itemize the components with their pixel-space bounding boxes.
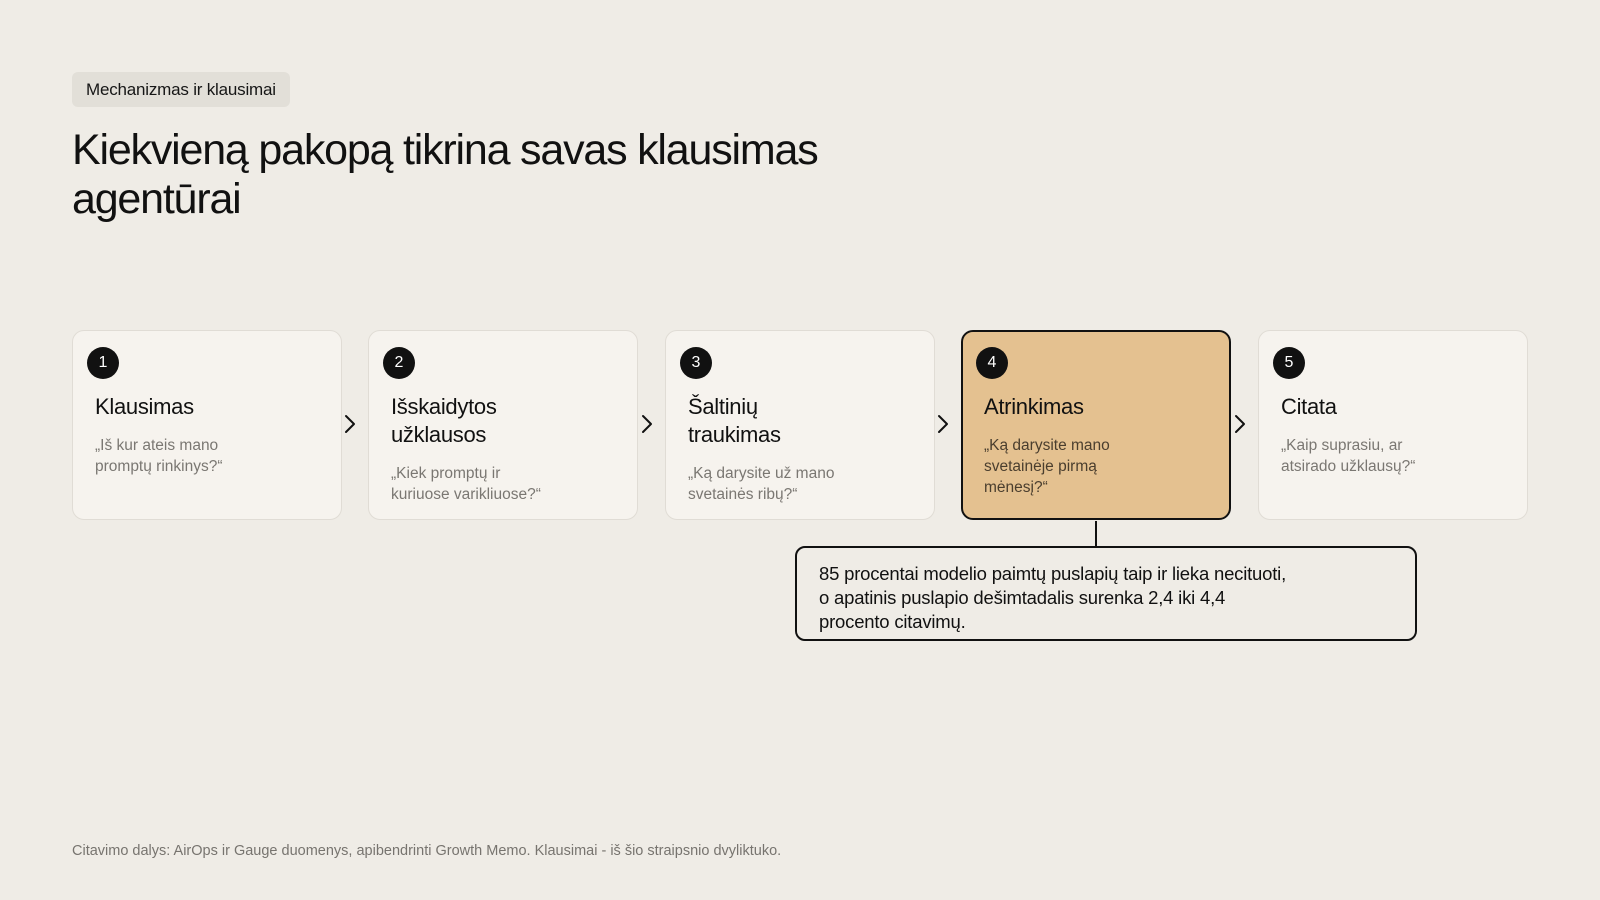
chevron-right-icon bbox=[1234, 414, 1246, 434]
process-steps bbox=[0, 330, 1600, 522]
chevron-right-icon bbox=[937, 414, 949, 434]
step-number-badge: 1 bbox=[87, 347, 119, 379]
step-number-badge: 3 bbox=[680, 347, 712, 379]
step-number-badge: 4 bbox=[976, 347, 1008, 379]
step-question: „Ką darysite mano svetainėje pirmą mėnesį?“ bbox=[984, 437, 1110, 496]
step-card-5 bbox=[1258, 330, 1528, 520]
source-footnote: Citavimo dalys: AirOps ir Gauge duomenys, apibendrinti Growth Memo. Klausimai - iš šio straipsnio dvyliktuko. bbox=[72, 843, 782, 859]
step-card-1 bbox=[72, 330, 342, 520]
step-title: Atrinkimas bbox=[984, 394, 1084, 419]
callout-box bbox=[795, 546, 1417, 641]
section-tag: Mechanizmas ir klausimai bbox=[72, 72, 290, 107]
step-number-badge: 2 bbox=[383, 347, 415, 379]
chevron-right-icon bbox=[641, 414, 653, 434]
step-question: „Ką darysite už mano svetainės ribų?“ bbox=[688, 465, 835, 503]
step-card-3 bbox=[665, 330, 935, 520]
step-question: „Kiek promptų ir kuriuose varikliuose?“ bbox=[391, 465, 541, 503]
step-title: Išskaidytos užklausos bbox=[391, 394, 497, 447]
step-card-4-active bbox=[961, 330, 1231, 520]
page-title: Kiekvieną pakopą tikrina savas klausimas agentūrai bbox=[72, 126, 818, 223]
step-card-2 bbox=[368, 330, 638, 520]
chevron-right-icon bbox=[344, 414, 356, 434]
step-question: „Kaip suprasiu, ar atsirado užklausų?“ bbox=[1281, 437, 1416, 475]
step-question: „Iš kur ateis mano promptų rinkinys?“ bbox=[95, 437, 223, 475]
step-title: Šaltinių traukimas bbox=[688, 394, 781, 447]
step-title: Klausimas bbox=[95, 394, 194, 419]
step-number-badge: 5 bbox=[1273, 347, 1305, 379]
callout-connector bbox=[1095, 521, 1097, 547]
callout-text: 85 procentai modelio paimtų puslapių taip ir lieka necituoti, o apatinis puslapio dešimtadalis surenka 2,4 iki 4,4 procento citavimų. bbox=[819, 563, 1287, 632]
step-title: Citata bbox=[1281, 394, 1337, 419]
